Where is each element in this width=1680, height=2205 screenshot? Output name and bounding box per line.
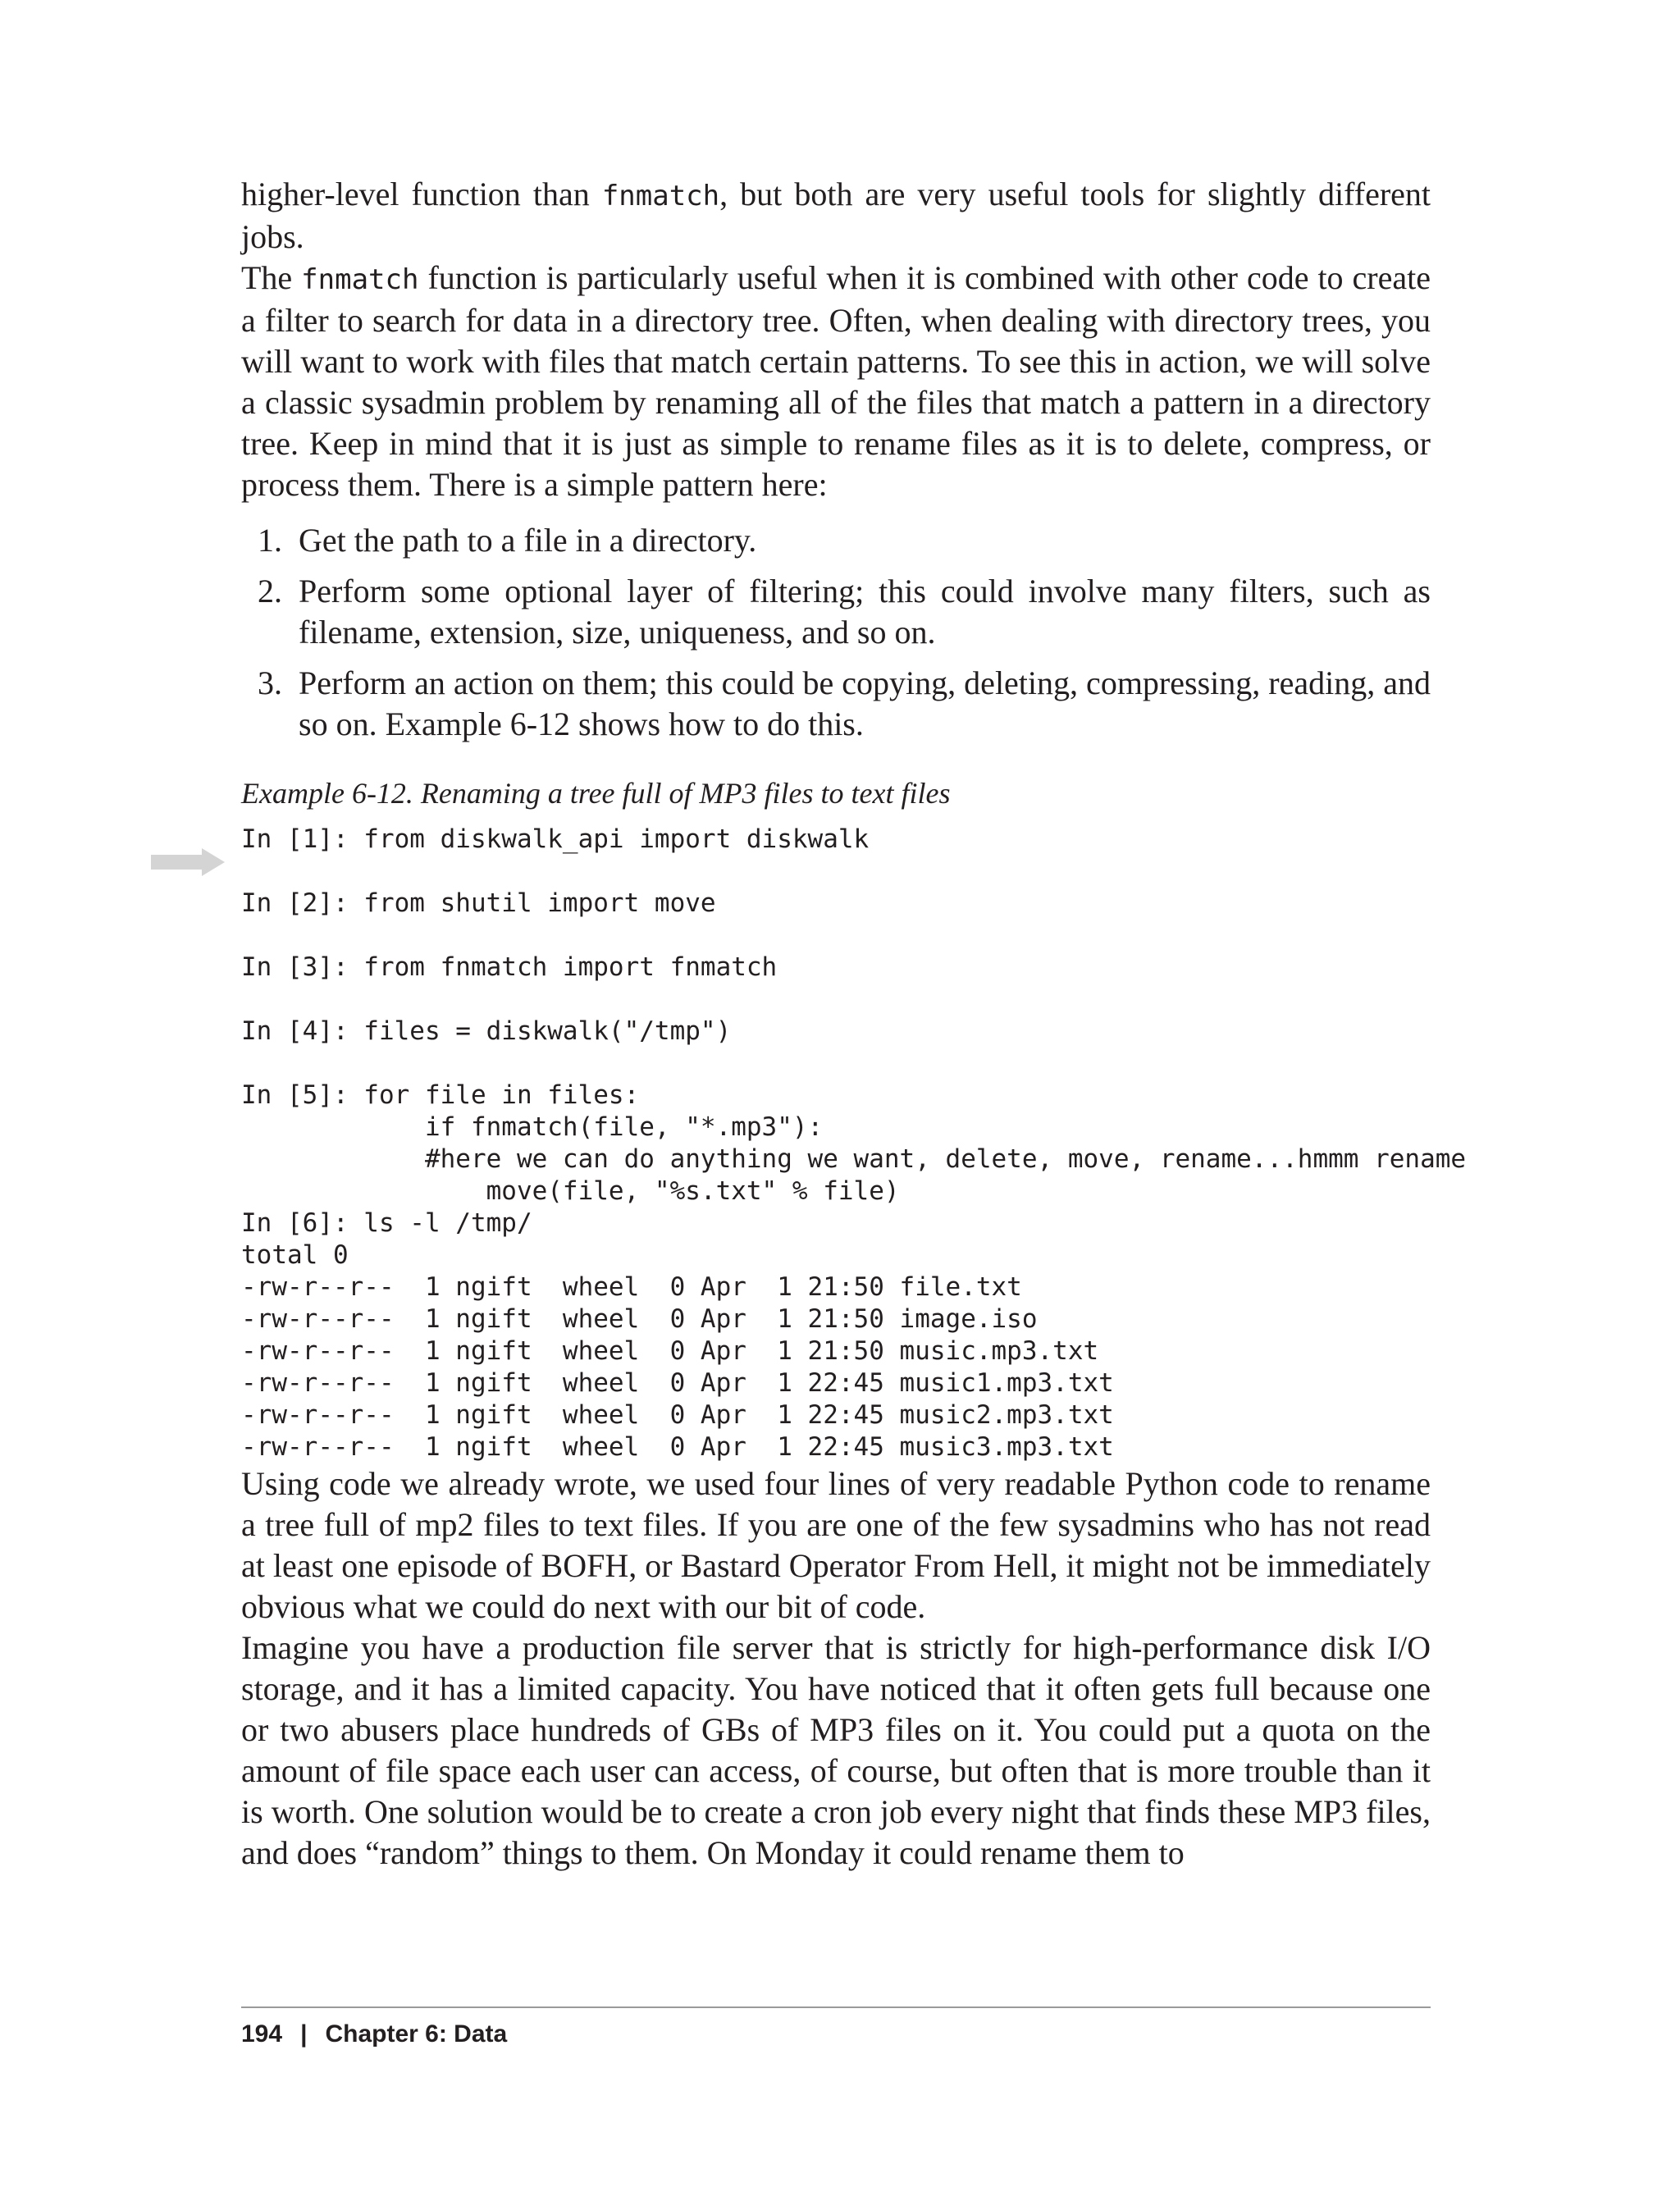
steps-list [241,520,1431,745]
code-line: In [6]: ls -l /tmp/ [241,1208,532,1238]
ls-output-row: -rw-r--r-- 1 ngift wheel 0 Apr 1 22:45 music3.mp3.txt [241,1432,1114,1462]
paragraph-text: function is particularly useful when it is combined with other code to create a filter to search for data in a directory tree. Often, when dealing with directory trees, you will want to work with files that match certain patterns. To see this in action, we will solve a classic sysadmin problem by renaming all of the files that match a pattern in a directory tree. Keep in mind that it is just as simple to rename files as it is to delete, compress, or process them. There is a simple pattern here: [241,259,1431,503]
ls-output-row: -rw-r--r-- 1 ngift wheel 0 Apr 1 21:50 file.txt [241,1272,1022,1302]
code-line: In [1]: from diskwalk_api import diskwalk [241,824,870,854]
inline-code-fnmatch: fnmatch [601,180,720,212]
list-item-text: Perform some optional layer of filtering; this could involve many filters, such as filename, extension, size, uniqueness, and so on. [299,573,1431,651]
code-line: In [2]: from shutil import move [241,888,716,918]
footer-separator: | [300,2020,308,2048]
list-item-text: Perform an action on them; this could be copying, deleting, compressing, reading, and so on. Example 6-12 shows how to do this. [299,664,1431,742]
list-item-number: 1. [258,522,282,559]
list-item [241,571,1431,653]
page-number: 194 [241,2020,283,2048]
paragraph-fnmatch [241,258,1431,505]
paragraph-text: , but both are very useful tools for slightly different jobs. [241,176,1431,255]
list-item [241,663,1431,745]
ls-output-row: -rw-r--r-- 1 ngift wheel 0 Apr 1 22:45 music1.mp3.txt [241,1368,1114,1398]
ls-output-row: -rw-r--r-- 1 ngift wheel 0 Apr 1 22:45 music2.mp3.txt [241,1400,1114,1430]
list-item-number: 3. [258,664,282,701]
list-item-number: 2. [258,573,282,609]
code-line: In [4]: files = diskwalk("/tmp") [241,1016,732,1046]
code-line: In [3]: from fnmatch import fnmatch [241,952,778,982]
ls-output-row: -rw-r--r-- 1 ngift wheel 0 Apr 1 21:50 music.mp3.txt [241,1336,1099,1366]
code-line: #here we can do anything we want, delete, move, rename...hmmm rename [241,1144,1467,1174]
code-callout-arrow-icon [151,848,225,876]
footer-divider [241,2006,1431,2008]
example-caption: Example 6-12. Renaming a tree full of MP3 files to text files [241,777,951,810]
list-item [241,520,1431,561]
code-line: if fnmatch(file, "*.mp3"): [241,1112,824,1142]
code-line: move(file, "%s.txt" % file) [241,1176,900,1206]
list-item-text: Get the path to a file in a directory. [299,522,757,559]
page-footer [241,2018,507,2051]
paragraph-intro [241,174,1431,258]
inline-code-fnmatch: fnmatch [301,263,419,296]
code-block [241,824,1467,1463]
code-line: In [5]: for file in files: [241,1080,640,1110]
code-line: total 0 [241,1240,349,1270]
paragraph-bofh: Using code we already wrote, we used four lines of very readable Python code to rename a tree full of mp2 files to text files. If you are one of the few sysadmins who has not read at least one episode of BOFH, or Bastard Operator From Hell, it might not be immediately obvious what we could do next with our bit of code. [241,1465,1431,1625]
chapter-title: Chapter 6: Data [325,2020,508,2048]
paragraph-text: The [241,259,302,296]
ls-output-row: -rw-r--r-- 1 ngift wheel 0 Apr 1 21:50 image.iso [241,1304,1038,1334]
paragraph-text: higher-level function than [241,176,602,212]
paragraph-file-server: Imagine you have a production file server that is strictly for high-performance disk I/O storage, and it has a limited capacity. You have noticed that it often gets full because one or two abusers place hundreds of GBs of MP3 files on it. You could put a quota on the amount of file space each user can access, of course, but often that is more trouble than it is worth. One solution would be to create a cron job every night that finds these MP3 files, and does “random” things to them. On Monday it could rename them to [241,1629,1431,1871]
page-content [241,174,1467,1874]
